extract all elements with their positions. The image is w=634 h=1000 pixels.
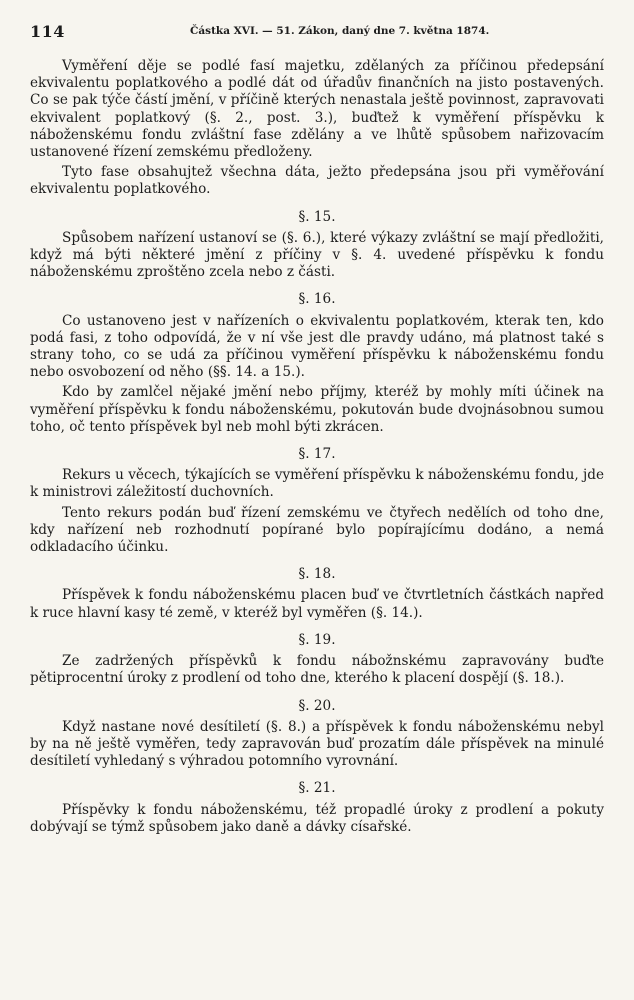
section-17 [30, 446, 604, 556]
section-heading: §. 21. [298, 780, 336, 797]
running-head: Částka XVI. — 51. Zákon, daný dne 7. května 1874. [190, 25, 490, 37]
paragraph: Tento rekurs podán buď řízení zemskému ve čtyřech nedělích od toho dne, kdy nařízení neb rozhodnutí popírané bylo popírajícímu dodáno, a nemá odkladacího účinku. [30, 504, 604, 556]
paragraph: Příspěvek k fondu náboženskému placen buď ve čtvrtletních částkách napřed k ruce hlavní kasy té země, v kteréž byl vyměřen (§. 14.). [30, 587, 604, 621]
section-heading: §. 20. [298, 697, 336, 714]
section-18 [30, 566, 604, 622]
paragraph: Spůsobem nařízení ustanoví se (§. 6.), které výkazy zvláštní se mají předložiti, když má býti některé jmění z příčiny v §. 4. uvedené příspěvku k fondu náboženskému zproštěno zcela nebo z části. [30, 229, 604, 281]
section-16 [30, 291, 604, 436]
paragraph: Když nastane nové desítiletí (§. 8.) a příspěvek k fondu náboženskému nebyl by na ně ještě vyměřen, tedy zapravován buď prozatím dále příspěvek na minulé desítiletí vyhledaný s výhradou potomního vyrovnání. [30, 718, 604, 770]
section-heading: §. 16. [298, 291, 336, 308]
paragraph: Příspěvky k fondu náboženskému, též propadlé úroky z prodlení a pokuty dobývají se týmž spůsobem jako daně a dávky císařské. [30, 801, 604, 835]
section-heading: §. 15. [298, 208, 336, 225]
section-15 [30, 209, 604, 282]
paragraph: Co ustanoveno jest v nařízeních o ekvivalentu poplatkovém, kterak ten, kdo podá fasi, z toho odpovídá, že v ní vše jest dle pravdy udáno, má platnost také s strany toho, co se udá za příčinou vyměření příspěvku k náboženskému fondu nebo osvobození od něho (§§. 14. a 15.). [30, 312, 604, 381]
paragraph: Tyto fase obsahujtež všechna dáta, ježto předepsána jsou při vyměřování ekvivalentu poplatkového. [30, 164, 604, 198]
section-20 [30, 698, 604, 771]
section-19 [30, 632, 604, 688]
page-header [30, 22, 604, 44]
page-number: 114 [30, 22, 65, 41]
paragraph: Vyměření děje se podlé fasí majetku, zdělaných za příčinou předepsání ekvivalentu poplatkového a podlé dát od úřadův finančních na jisto postavených. Co se pak týče částí jmění, v příčině kterých nenastala ještě povinnost, zapravovati ekvivalent poplatkový (§. 2., post. 3.), buďtež k vyměření příspěvku k náboženskému fondu zvláštní fase zdělány a ve lhůtě spůsobem nařizovacím ustanovené řízení zemskému předloženy. [30, 58, 604, 161]
paragraph: Rekurs u věcech, týkajících se vyměření příspěvku k náboženskému fondu, jde k ministrovi záležitostí duchovních. [30, 467, 604, 501]
section-heading: §. 18. [298, 566, 336, 583]
document-body [30, 58, 604, 839]
section-heading: §. 19. [298, 631, 336, 648]
paragraph: Kdo by zamlčel nějaké jmění nebo příjmy, kteréž by mohly míti účinek na vyměření příspěvku k fondu náboženskému, pokutován bude dvojnásobnou sumou toho, oč tento příspěvek byl neb mohl býti zkrácen. [30, 384, 604, 435]
section-heading: §. 17. [298, 446, 336, 463]
section-21 [30, 780, 604, 836]
paragraph: Ze zadržených příspěvků k fondu nábožnskému zapravovány buďte pětiprocentní úroky z prodlení od toho dne, kterého k placení dospějí (§. 18.). [30, 653, 604, 687]
